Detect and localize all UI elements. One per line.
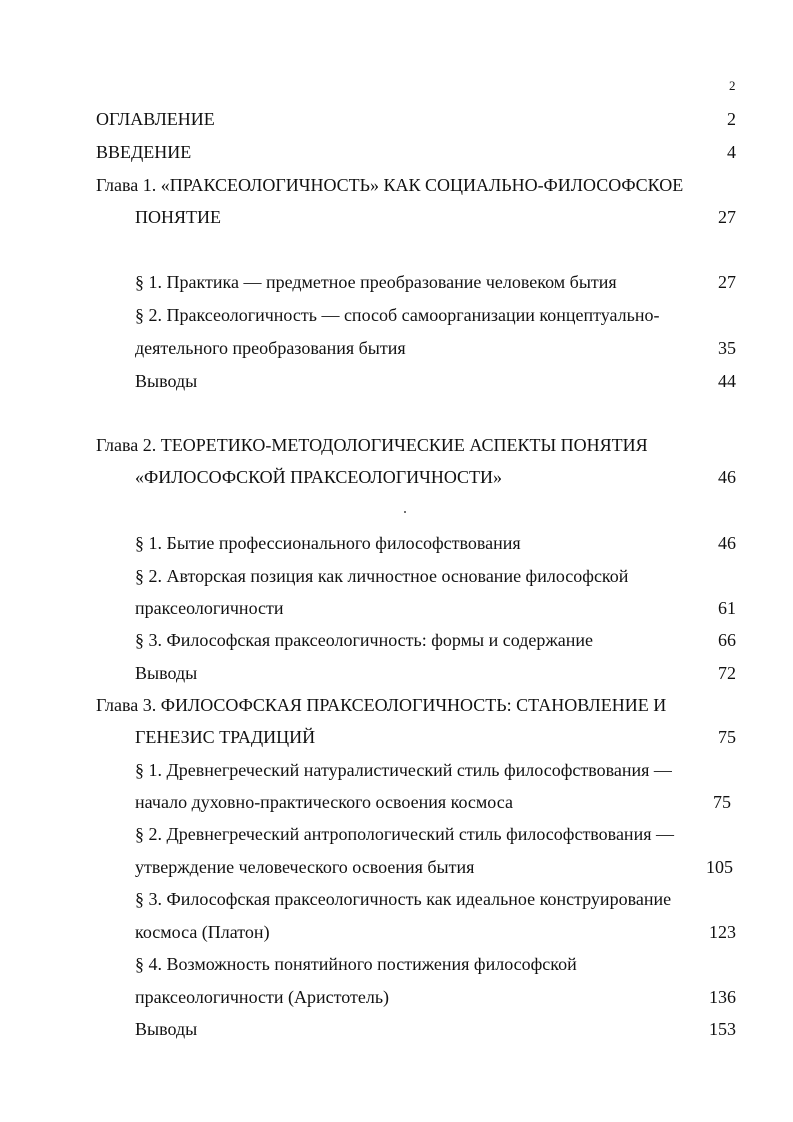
toc-chapter2-s1-page: 46 xyxy=(718,533,736,553)
toc-chapter1-s2-line2: деятельного преобразования бытия xyxy=(135,338,406,358)
toc-chapter2-s2-line2: праксеологичности xyxy=(135,598,284,618)
scan-speck xyxy=(404,511,406,513)
toc-chapter3-s2-page: 105 xyxy=(706,857,733,877)
toc-chapter3-s3-line1: § 3. Философская праксеологичность как идеальное конструирование xyxy=(135,889,672,909)
toc-chapter3-s2-line1: § 2. Древнегреческий антропологический стиль философствования — xyxy=(135,824,674,844)
toc-chapter3-title-line2: ГЕНЕЗИС ТРАДИЦИЙ xyxy=(135,727,316,747)
toc-contents-label: ОГЛАВЛЕНИЕ xyxy=(96,109,215,129)
toc-chapter1-s1: § 1. Практика — предметное преобразование человеком бытия xyxy=(135,272,617,292)
toc-chapter2-s2-page: 61 xyxy=(718,598,736,618)
toc-chapter3-s4-line1: § 4. Возможность понятийного постижения философской xyxy=(135,954,577,974)
toc-chapter2-s2-line1: § 2. Авторская позиция как личностное основание философской xyxy=(135,566,629,586)
toc-chapter1-s2-page: 35 xyxy=(718,338,736,358)
toc-chapter2-conclusions-page: 72 xyxy=(718,663,736,683)
toc-chapter1-conclusions: Выводы xyxy=(135,371,198,391)
toc-intro-label: ВВЕДЕНИЕ xyxy=(96,142,192,162)
toc-chapter1-conclusions-page: 44 xyxy=(718,371,736,391)
toc-chapter3-conclusions: Выводы xyxy=(135,1019,198,1039)
toc-chapter3-s1-page: 75 xyxy=(713,792,731,812)
toc-chapter2-page: 46 xyxy=(718,467,736,487)
toc-chapter1-s2-line1: § 2. Праксеологичность — способ самоорганизации концептуально- xyxy=(135,305,660,325)
toc-intro-page: 4 xyxy=(727,142,736,162)
toc-chapter1-page: 27 xyxy=(718,207,736,227)
toc-chapter2-conclusions: Выводы xyxy=(135,663,198,683)
toc-chapter2-s3: § 3. Философская праксеологичность: формы и содержание xyxy=(135,630,594,650)
toc-chapter3-page: 75 xyxy=(718,727,736,747)
toc-chapter2-s1: § 1. Бытие профессионального философствования xyxy=(135,533,521,553)
toc-chapter2-title-line1: Глава 2. ТЕОРЕТИКО-МЕТОДОЛОГИЧЕСКИЕ АСПЕКТЫ ПОНЯТИЯ xyxy=(96,435,648,455)
toc-chapter1-title-line2: ПОНЯТИЕ xyxy=(135,207,221,227)
toc-chapter3-s3-page: 123 xyxy=(709,922,736,942)
toc-chapter2-s3-page: 66 xyxy=(718,630,736,650)
toc-chapter3-s1-line1: § 1. Древнегреческий натуралистический стиль философствования — xyxy=(135,760,672,780)
toc-chapter3-s3-line2: космоса (Платон) xyxy=(135,922,270,942)
page-number: 2 xyxy=(729,78,736,93)
toc-chapter3-s4-line2: праксеологичности (Аристотель) xyxy=(135,987,390,1007)
toc-contents-page: 2 xyxy=(727,109,736,129)
toc-chapter3-s4-page: 136 xyxy=(709,987,736,1007)
toc-chapter3-title-line1: Глава 3. ФИЛОСОФСКАЯ ПРАКСЕОЛОГИЧНОСТЬ: СТАНОВЛЕНИЕ И xyxy=(96,695,667,715)
toc-chapter2-title-line2: «ФИЛОСОФСКОЙ ПРАКСЕОЛОГИЧНОСТИ» xyxy=(135,467,503,487)
toc-chapter1-s1-page: 27 xyxy=(718,272,736,292)
toc-chapter3-s1-line2: начало духовно-практического освоения космоса xyxy=(135,792,513,812)
toc-chapter1-title-line1: Глава 1. «ПРАКСЕОЛОГИЧНОСТЬ» КАК СОЦИАЛЬНО-ФИЛОСОФСКОЕ xyxy=(96,175,684,195)
toc-chapter3-conclusions-page: 153 xyxy=(709,1019,736,1039)
toc-chapter3-s2-line2: утверждение человеческого освоения бытия xyxy=(135,857,475,877)
